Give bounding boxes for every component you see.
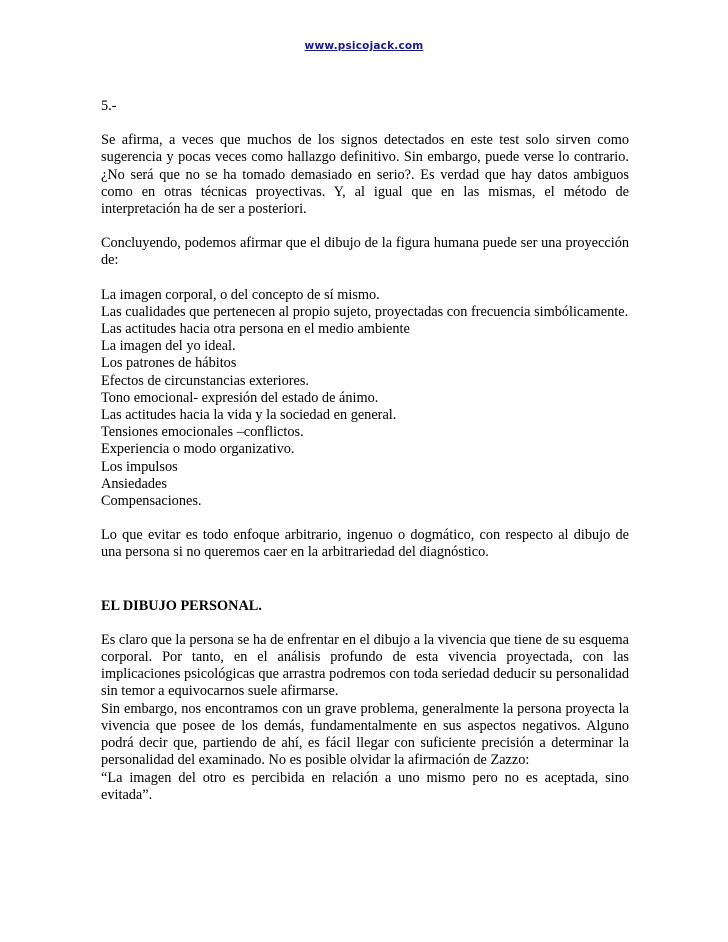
list-item: Tono emocional- expresión del estado de ánimo.	[101, 389, 379, 406]
personal-drawing-paragraph-2: Sin embargo, nos encontramos con un grave problema, generalmente la persona proyecta la vivencia que posee de los demás, fundamentalmente en sus aspectos negativos. Alguno podrá decir que, partiendo de ahí, es fácil llegar con suficiente precisión a determinar la personalidad del examinado. No es posible olvidar la afirmación de Zazzo:	[101, 700, 629, 769]
list-item: Tensiones emocionales –conflictos.	[101, 424, 304, 441]
list-item: Compensaciones.	[101, 493, 202, 510]
list-item: Experiencia o modo organizativo.	[101, 441, 295, 458]
header-website-link[interactable]: www.psicojack.com	[304, 40, 424, 52]
list-item: Las actitudes hacia la vida y la sociedad en general.	[101, 407, 397, 424]
list-item: La imagen del yo ideal.	[101, 338, 236, 355]
list-item: Efectos de circunstancias exteriores.	[101, 372, 310, 389]
list-item: Las actitudes hacia otra persona en el medio ambiente	[101, 321, 410, 338]
document-body	[101, 98, 629, 804]
intro-paragraph: Se afirma, a veces que muchos de los signos detectados en este test solo sirven como sugerencia y pocas veces como hallazgo definitivo. Sin embargo, puede verse lo contrario. ¿No será que no se ha tomado demasiado en serio?. Es verdad que hay datos ambiguos como en otras técnicas proyectivas. Y, al igual que en las mismas, el método de interpretación ha de ser a posteriori.	[101, 132, 629, 218]
warning-paragraph: Lo que evitar es todo enfoque arbitrario, ingenuo o dogmático, con respecto al dibujo de una persona si no queremos caer en la arbitrariedad del diagnóstico.	[101, 527, 629, 561]
projection-list	[101, 287, 629, 511]
zazzo-quote: “La imagen del otro es percibida en relación a uno mismo pero no es aceptada, sino evitada”.	[101, 769, 629, 803]
list-item: Los patrones de hábitos	[101, 355, 237, 372]
list-item: Los impulsos	[101, 458, 178, 475]
list-item: La imagen corporal, o del concepto de sí mismo.	[101, 286, 380, 303]
list-item: Las cualidades que pertenecen al propio sujeto, proyectadas con frecuencia simbólicamente.	[101, 303, 629, 320]
list-item: Ansiedades	[101, 475, 167, 492]
section-heading: EL DIBUJO PERSONAL.	[101, 597, 262, 614]
section-number: 5.-	[101, 98, 117, 114]
personal-drawing-paragraph-1: Es claro que la persona se ha de enfrentar en el dibujo a la vivencia que tiene de su esquema corporal. Por tanto, en el análisis profundo de esta vivencia proyectada, con las implicaciones psicológicas que arrastra podremos con toda seriedad deducir su personalidad sin temor a equivocarnos suele afirmarse.	[101, 631, 629, 700]
conclusion-paragraph: Concluyendo, podemos afirmar que el dibujo de la figura humana puede ser una proyección de:	[101, 235, 629, 269]
